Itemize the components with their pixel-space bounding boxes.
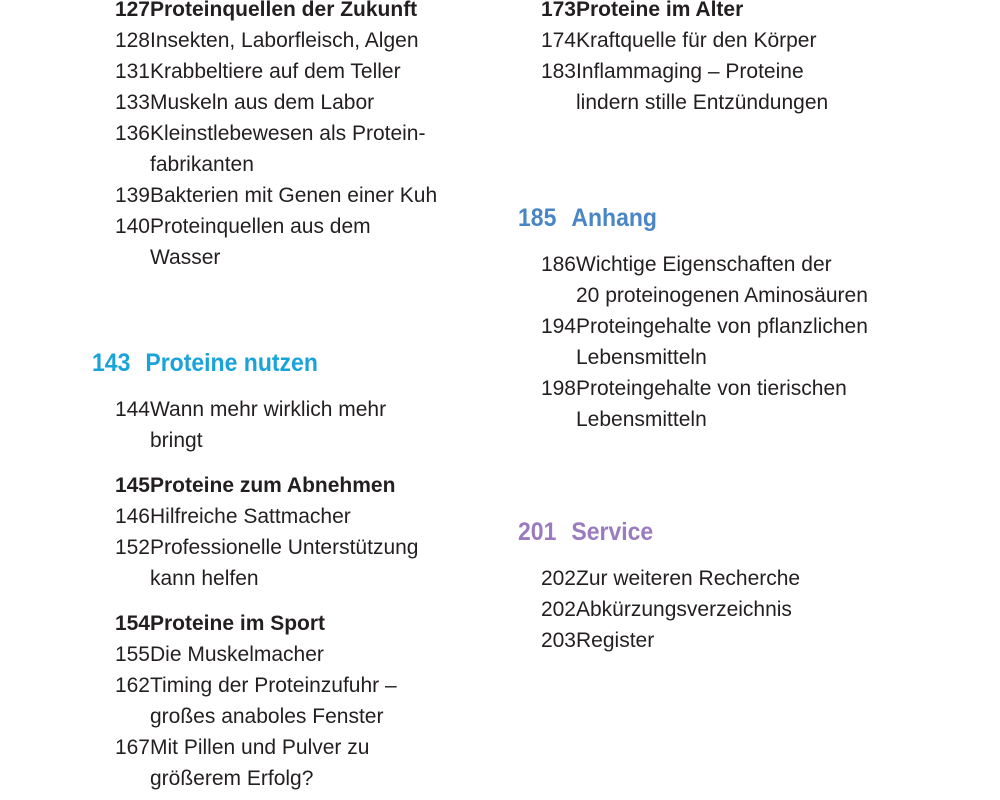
entry-title: Mit Pillen und Pulver zu xyxy=(150,736,370,759)
toc-entry[interactable] xyxy=(518,625,938,656)
page-number: 131 xyxy=(114,60,150,83)
group-title: Proteine im Sport xyxy=(150,612,326,635)
entry-title: Wichtige Eigenschaften der xyxy=(576,253,832,276)
toc-entry[interactable] xyxy=(92,732,512,763)
section-title: Anhang xyxy=(571,204,657,232)
page-number: 167 xyxy=(114,736,150,759)
entry-title-continued: Wasser xyxy=(150,246,221,269)
page-number: 198 xyxy=(540,377,576,400)
toc-entry[interactable] xyxy=(92,25,512,56)
entry-title: Inflammaging – Proteine xyxy=(576,60,804,83)
page-number: 127 xyxy=(114,0,150,21)
toc-entry-continuation[interactable] xyxy=(92,149,512,180)
entry-title: Hilfreiche Sattmacher xyxy=(150,505,351,528)
entry-title: Proteingehalte von tierischen xyxy=(576,377,847,400)
group-title: Proteinquellen der Zukunft xyxy=(150,0,418,21)
entry-title-continued: größerem Erfolg? xyxy=(150,767,314,790)
section-title: Service xyxy=(571,518,654,546)
page-number: 136 xyxy=(114,122,150,145)
toc-entry[interactable] xyxy=(518,56,938,87)
entry-title: Zur weiteren Recherche xyxy=(576,567,801,590)
toc-group-heading[interactable] xyxy=(92,0,512,25)
page-number: 155 xyxy=(114,643,150,666)
entry-title: Insekten, Laborfleisch, Algen xyxy=(150,29,419,52)
entry-title-continued: Lebensmitteln xyxy=(576,408,707,431)
toc-entry[interactable] xyxy=(92,639,512,670)
toc-group-heading[interactable] xyxy=(518,0,938,25)
toc-entry[interactable] xyxy=(92,211,512,242)
entry-title: Krabbeltiere auf dem Teller xyxy=(150,60,401,83)
page-number: 173 xyxy=(540,0,576,21)
toc-section-heading[interactable] xyxy=(518,516,904,548)
toc-entry[interactable] xyxy=(92,394,512,425)
page-number: 162 xyxy=(114,674,150,697)
toc-entry[interactable] xyxy=(518,311,938,342)
entry-title-continued: Lebensmitteln xyxy=(576,346,707,369)
entry-title-continued: großes anaboles Fenster xyxy=(150,705,384,728)
toc-entry[interactable] xyxy=(518,249,938,280)
toc-group-heading[interactable] xyxy=(92,470,512,501)
section-page-number: 143 xyxy=(92,349,131,377)
page-number: 202 xyxy=(540,567,576,590)
entry-title: Register xyxy=(576,629,655,652)
entry-title: Kraftquelle für den Körper xyxy=(576,29,817,52)
toc-entry-continuation[interactable] xyxy=(518,342,938,373)
toc-entry-continuation[interactable] xyxy=(92,242,512,273)
section-title: Proteine nutzen xyxy=(145,349,318,377)
toc-entry[interactable] xyxy=(518,594,938,625)
entry-title: Wann mehr wirklich mehr xyxy=(150,398,387,421)
toc-entry[interactable] xyxy=(92,180,512,211)
toc-entry-continuation[interactable] xyxy=(92,701,512,732)
entry-title: Muskeln aus dem Labor xyxy=(150,91,375,114)
page-number: 202 xyxy=(540,598,576,621)
page-number: 186 xyxy=(540,253,576,276)
toc-entry-continuation[interactable] xyxy=(92,563,512,594)
toc-entry[interactable] xyxy=(518,563,938,594)
page-number: 145 xyxy=(114,474,150,497)
toc-entry-continuation[interactable] xyxy=(518,87,938,118)
toc-left-column xyxy=(92,0,512,794)
entry-title-continued: fabrikanten xyxy=(150,153,254,176)
page-number: 194 xyxy=(540,315,576,338)
entry-title: Abkürzungsverzeichnis xyxy=(576,598,792,621)
toc-entry[interactable] xyxy=(92,501,512,532)
entry-title: Proteingehalte von pflanzlichen xyxy=(576,315,868,338)
entry-title: Proteinquellen aus dem xyxy=(150,215,371,238)
toc-entry[interactable] xyxy=(92,87,512,118)
page-number: 183 xyxy=(540,60,576,83)
entry-title-continued: 20 proteinogenen Aminosäuren xyxy=(576,284,868,307)
section-page-number: 201 xyxy=(518,518,557,546)
toc-entry-continuation[interactable] xyxy=(518,404,938,435)
toc-entry[interactable] xyxy=(92,56,512,87)
toc-entry[interactable] xyxy=(518,25,938,56)
page-number: 139 xyxy=(114,184,150,207)
toc-section-heading[interactable] xyxy=(92,347,478,379)
section-page-number: 185 xyxy=(518,204,557,232)
entry-title-continued: bringt xyxy=(150,429,203,452)
entry-title-continued: kann helfen xyxy=(150,567,259,590)
toc-entry[interactable] xyxy=(92,532,512,563)
page-number: 174 xyxy=(540,29,576,52)
page-number: 128 xyxy=(114,29,150,52)
toc-entry[interactable] xyxy=(518,373,938,404)
entry-title: Die Muskelmacher xyxy=(150,643,324,666)
toc-entry[interactable] xyxy=(92,670,512,701)
group-title: Proteine zum Abnehmen xyxy=(150,474,396,497)
page-number: 154 xyxy=(114,612,150,635)
toc-entry[interactable] xyxy=(92,118,512,149)
page-number: 140 xyxy=(114,215,150,238)
entry-title: Bakterien mit Genen einer Kuh xyxy=(150,184,438,207)
toc-group-heading[interactable] xyxy=(92,608,512,639)
entry-title: Kleinstlebewesen als Protein- xyxy=(150,122,426,145)
page-number: 144 xyxy=(114,398,150,421)
toc-section-heading[interactable] xyxy=(518,202,904,234)
page-number: 203 xyxy=(540,629,576,652)
toc-right-column xyxy=(518,0,938,656)
toc-entry-continuation[interactable] xyxy=(92,763,512,794)
page-number: 146 xyxy=(114,505,150,528)
entry-title: Professionelle Unterstützung xyxy=(150,536,419,559)
page-number: 152 xyxy=(114,536,150,559)
toc-entry-continuation[interactable] xyxy=(518,280,938,311)
group-title: Proteine im Alter xyxy=(576,0,744,21)
toc-entry-continuation[interactable] xyxy=(92,425,512,456)
entry-title: Timing der Proteinzufuhr – xyxy=(150,674,397,697)
entry-title-continued: lindern stille Entzündungen xyxy=(576,91,829,114)
page-number: 133 xyxy=(114,91,150,114)
